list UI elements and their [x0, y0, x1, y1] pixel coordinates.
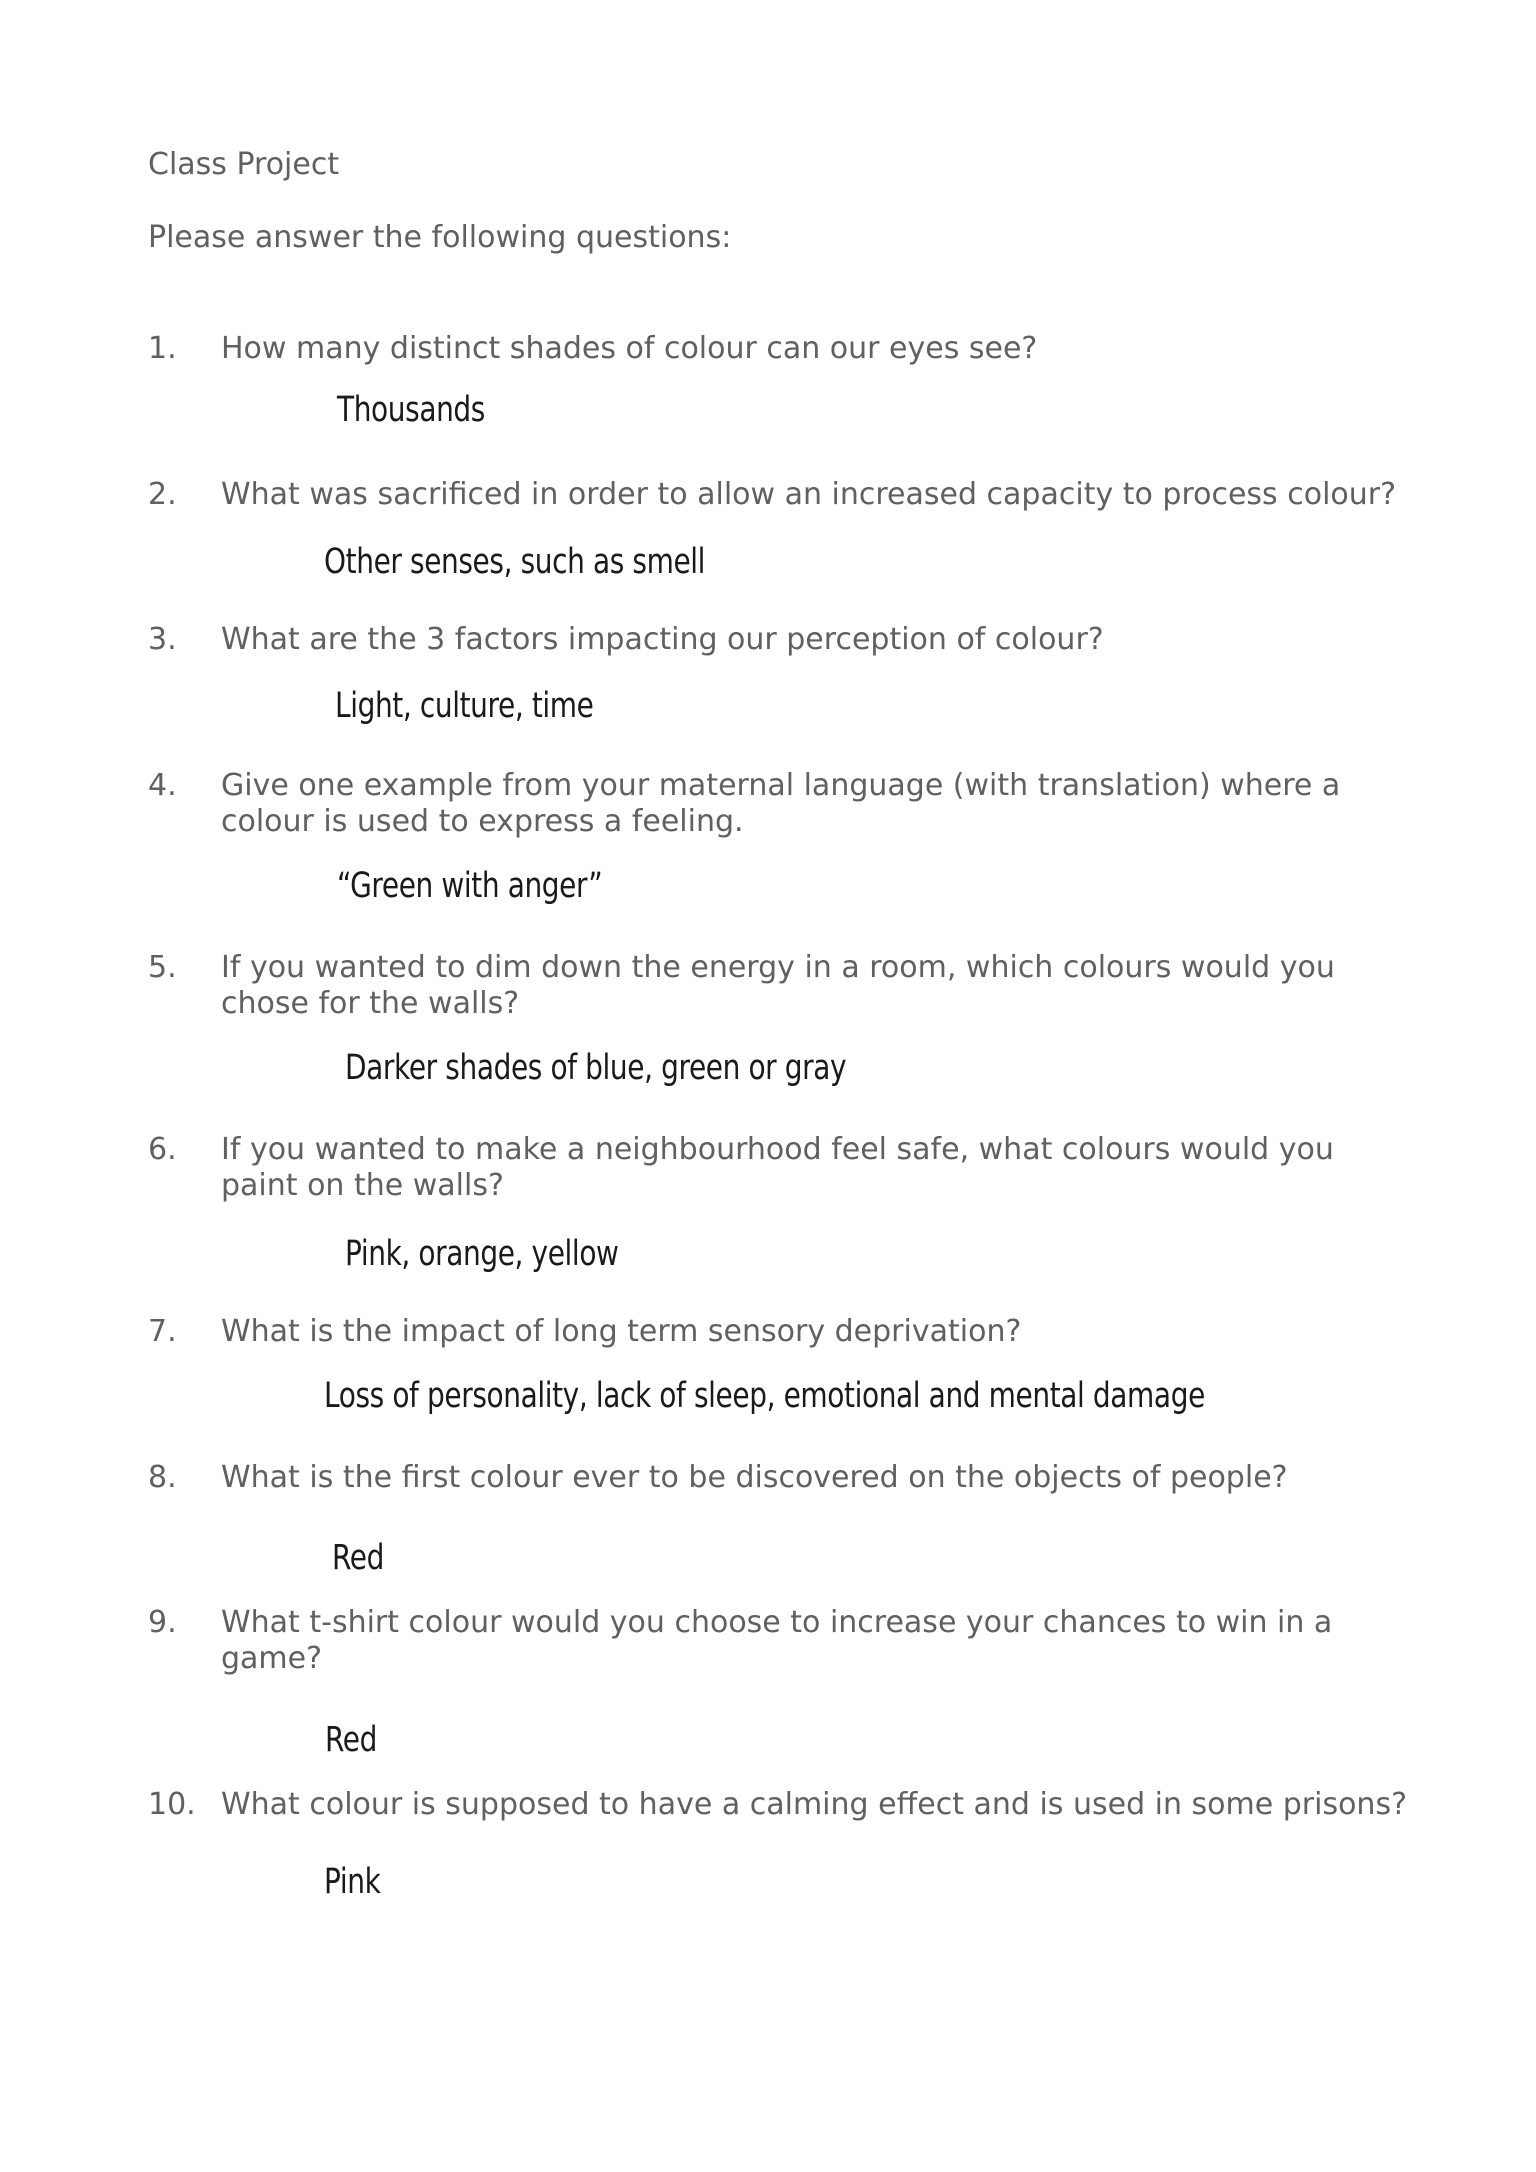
document-instructions: Please answer the following questions: — [148, 220, 732, 255]
question-number: 4. — [148, 768, 177, 803]
question-number: 1. — [148, 331, 177, 366]
question-text: If you wanted to dim down the energy in a room, which colours would you chose for the walls? — [221, 950, 1335, 1021]
handwritten-answer: Light, culture, time — [335, 686, 594, 726]
handwritten-answer: Thousands — [337, 390, 485, 430]
question-number: 8. — [148, 1460, 177, 1495]
handwritten-answer: Loss of personality, lack of sleep, emotional and mental damage — [324, 1376, 1205, 1416]
question-number: 2. — [148, 477, 177, 512]
handwritten-answer: Red — [325, 1720, 377, 1760]
question-text: How many distinct shades of colour can our eyes see? — [221, 331, 1038, 366]
question-number: 7. — [148, 1314, 177, 1349]
question-text: What is the first colour ever to be discovered on the objects of people? — [221, 1460, 1288, 1495]
handwritten-answer: “Green with anger” — [337, 866, 603, 906]
question-text: What was sacrificed in order to allow an increased capacity to process colour? — [221, 477, 1397, 512]
question-number: 5. — [148, 950, 177, 985]
handwritten-answer: Other senses, such as smell — [324, 542, 706, 582]
question-text: What is the impact of long term sensory deprivation? — [221, 1314, 1022, 1349]
handwritten-answer: Darker shades of blue, green or gray — [345, 1048, 847, 1088]
question-text: If you wanted to make a neighbourhood feel safe, what colours would you paint on the walls? — [221, 1132, 1334, 1203]
question-number: 3. — [148, 622, 177, 657]
question-text: What colour is supposed to have a calming effect and is used in some prisons? — [221, 1787, 1407, 1822]
handwritten-answer: Pink, orange, yellow — [345, 1234, 619, 1274]
handwritten-answer: Red — [332, 1538, 384, 1578]
question-text: What are the 3 factors impacting our perception of colour? — [221, 622, 1104, 657]
question-number: 6. — [148, 1132, 177, 1167]
question-number: 9. — [148, 1605, 177, 1640]
handwritten-answer: Pink — [324, 1862, 381, 1902]
question-text: What t-shirt colour would you choose to increase your chances to win in a game? — [221, 1605, 1333, 1676]
question-text: Give one example from your maternal language (with translation) where a colour is used to express a feeling. — [221, 768, 1341, 839]
question-number: 10. — [148, 1787, 196, 1822]
document-heading: Class Project — [148, 147, 340, 182]
